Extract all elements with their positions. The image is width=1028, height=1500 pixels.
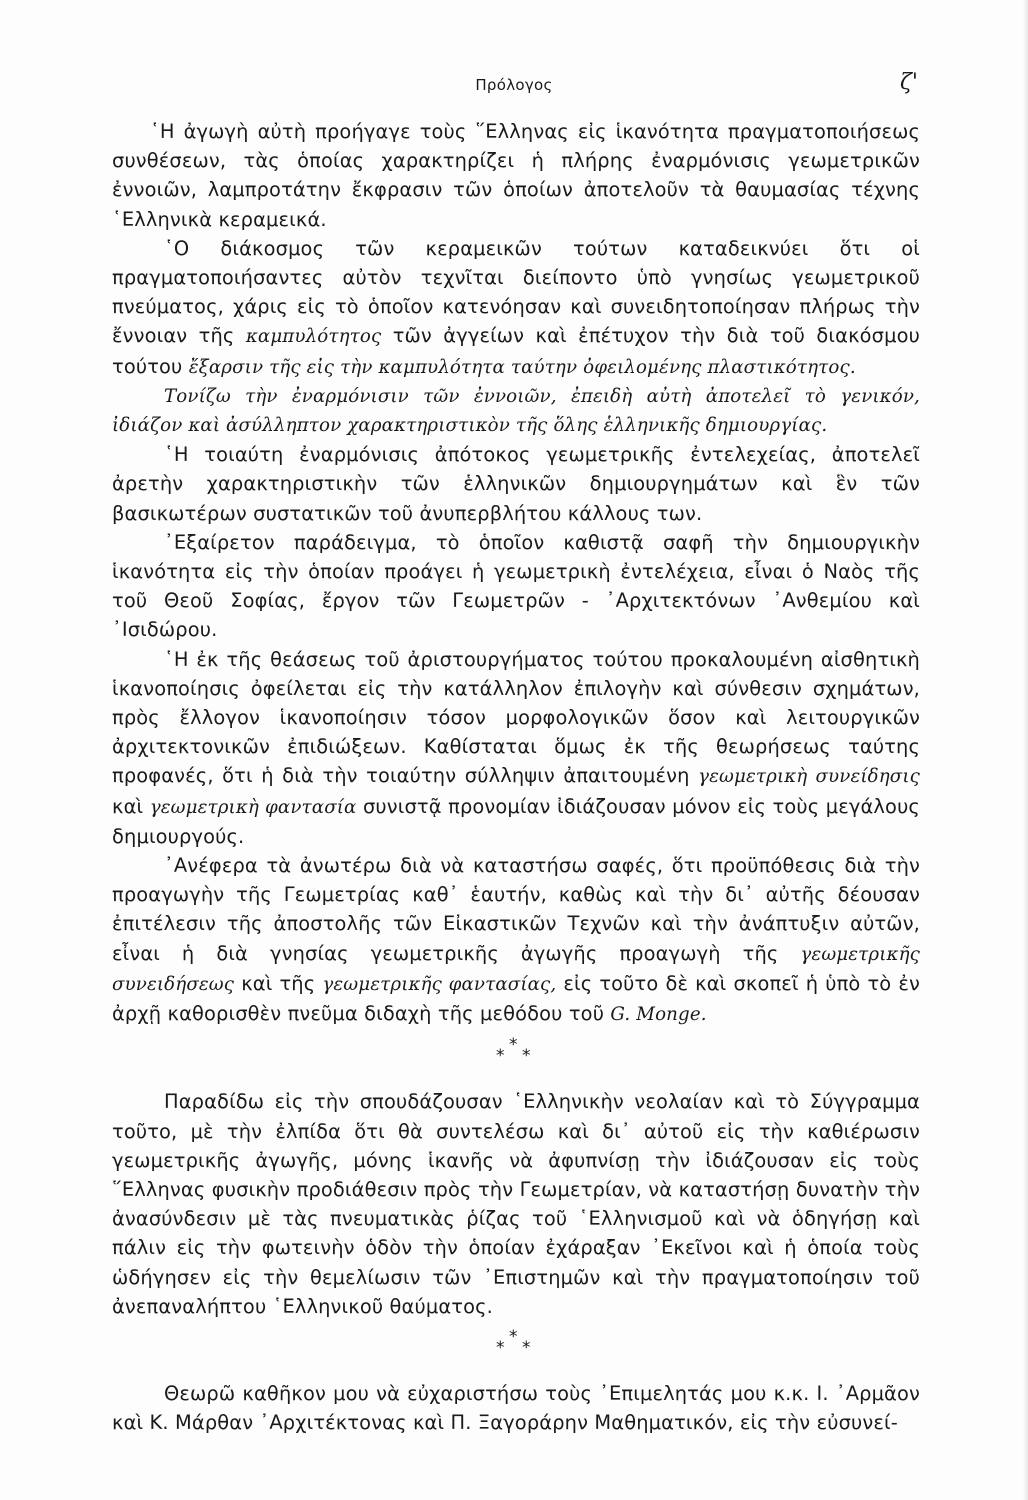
asterism-star: *: [522, 1046, 531, 1067]
paragraph-7: [112, 851, 920, 1029]
asterism-star: *: [496, 1046, 505, 1067]
running-title: Πρόλογος: [475, 76, 553, 94]
paragraph-8-text: Παραδίδω εἰς τὴν σπουδάζουσαν ῾Ελληνικὴν νεολαίαν καὶ τὸ Σύγγραμμα τοῦτο, μὲ τὴν ἐλπίδα ὅτι θὰ συντελέσω καὶ δι᾿ αὐτοῦ εἰς τὴν καθιέρωσιν γεωμετρικῆς ἀγωγῆς, μόνης ἱκανῆς νὰ ἀφυπνίσῃ τὴν ἰδιάζουσαν εἰς τοὺς ῞Ελληνας φυσικὴν προδιάθεσιν πρὸς τὴν Γεωμετρίαν, νὰ καταστήσῃ δυνατὴν τὴν ἀνασύνδεσιν μὲ τὰς πνευματικὰς ῥίζας τοῦ ῾Ελληνισμοῦ καὶ νὰ ὁδηγήσῃ καὶ πάλιν εἰς τὴν φωτεινὴν ὁδὸν τὴν ὁποίαν ἐχάραξαν ᾿Εκεῖνοι καὶ ἡ ὁποία τοὺς ὡδήγησεν εἰς τὴν θεμελίωσιν τῶν ᾿Επιστημῶν καὶ τὴν πραγματοποίησιν τοῦ ἀνεπαναλήπτου ῾Ελληνικοῦ θαύματος.: [112, 1090, 920, 1318]
paragraph-7-italic-c: G. Monge.: [610, 1004, 707, 1026]
paragraph-2-text: ῾Ο διάκοσμος τῶν κεραμεικῶν τούτων καταδεικνύει ὅτι οἱ πραγματοποιήσαντες αὐτὸν τεχνῖται διείποντο ὑπὸ γνησίως γεωμετρικοῦ πνεύματος, χάρις εἰς τὸ ὁποῖον κατενόησαν καὶ συνειδητοποίησαν πλήρως τὴν ἔννοιαν τῆς: [112, 236, 920, 348]
paragraph-5: [112, 528, 920, 645]
asterism-star: *: [509, 1326, 518, 1347]
paragraph-6-text-b: καὶ: [112, 794, 144, 818]
paragraph-4-text: ῾Η τοιαύτη ἐναρμόνισις ἀπότοκος γεωμετρικῆς ἐντελεχείας, ἀποτελεῖ ἀρετὴν χαρακτηριστικὴν τῶν ἑλληνικῶν δημιουργημάτων καὶ ἓν τῶν βασικωτέρων συστατικῶν τοῦ ἀνυπερβλήτου κάλλους των.: [112, 443, 920, 525]
asterism-star: *: [509, 1035, 518, 1056]
section-asterism-2: [112, 1325, 920, 1365]
page-edge-shadow: [1022, 0, 1028, 1500]
paragraph-5-text: ᾿Εξαίρετον παράδειγμα, τὸ ὁποῖον καθιστᾷ σαφῆ τὴν δημιουργικὴν ἱκανότητα εἰς τὴν ὁποίαν προάγει ἡ γεωμετρικὴ ἐντελέχεια, εἶναι ὁ Ναὸς τῆς τοῦ Θεοῦ Σοφίας, ἔργον τῶν Γεωμετρῶν - ᾿Αρχιτεκτόνων ᾿Ανθεμίου καὶ ᾿Ισιδώρου.: [112, 530, 920, 642]
paragraph-2-italic-b: ἔξαρσιν τῆς εἰς τὴν καμπυλότητα ταύτην ὀφειλομένης πλαστικότητος.: [188, 356, 856, 378]
paragraph-9: [112, 1379, 920, 1437]
paragraph-6-italic-b: γεωμετρικὴ φαντασία: [149, 796, 357, 818]
paragraph-7-text-b: καὶ τῆς: [241, 971, 316, 995]
paragraph-7-text-c: εἰς τοῦτο δὲ καὶ σκοπεῖ ἡ ὑπὸ τὸ ἐν ἀρχῇ καθορισθὲν πνεῦμα διδαχὴ τῆς μεθόδου τοῦ: [112, 971, 920, 1026]
paragraph-2: [112, 234, 920, 382]
paragraph-7-text: ᾿Ανέφερα τὰ ἀνωτέρω διὰ νὰ καταστήσω σαφές, ὅτι προϋπόθεσις διὰ τὴν προαγωγὴν τῆς Γεωμετρίας καθ᾿ ἑαυτήν, καθὼς καὶ τὴν δι᾿ αὐτῆς δέουσαν ἐπιτέλεσιν τῆς ἀποστολῆς τῶν Εἰκαστικῶν Τεχνῶν καὶ τὴν ἀνάπτυξιν αὐτῶν, εἶναι ἡ διὰ γνησίας γεωμετρικῆς ἀγωγῆς προαγωγὴ τῆς: [112, 854, 920, 965]
section-asterism-1: [112, 1033, 920, 1073]
paragraph-1-text: ῾Η ἀγωγὴ αὐτὴ προήγαγε τοὺς ῞Ελληνας εἰς ἱκανότητα πραγματοποιήσεως συνθέσεων, τὰς ὁποίας χαρακτηρίζει ἡ πλήρης ἐναρμόνισις γεωμετρικῶν ἐννοιῶν, λαμπροτάτην ἔκφρασιν τῶν ὁποίων ἀποτελοῦν τὰ θαυμασίας τέχνης ῾Ελληνικὰ κεραμεικά.: [112, 120, 920, 231]
paragraph-6-text-c: συνιστᾷ προνομίαν ἰδιάζουσαν μόνον εἰς τοὺς μεγάλους δημιουργούς.: [112, 794, 920, 848]
body-text: [112, 117, 920, 1437]
asterism-star: *: [522, 1337, 531, 1358]
paragraph-6: [112, 645, 920, 851]
paragraph-7-italic-a: γεωμετρικῆς συνειδήσεως: [112, 943, 920, 995]
paragraph-7-italic-b: γεωμετρικῆς φαντασίας,: [322, 973, 557, 995]
paragraph-4: [112, 440, 920, 528]
paragraph-3-text: Τονίζω τὴν ἐναρμόνισιν τῶν ἐννοιῶν, ἐπειδὴ αὐτὴ ἀποτελεῖ τὸ γενικόν, ἰδιάζον καὶ ἀσύλληπτον χαρακτηριστικὸν τῆς ὅλης ἑλληνικῆς δημιουργίας.: [112, 385, 920, 437]
asterism-star: *: [496, 1337, 505, 1358]
page-number: ζ': [900, 70, 918, 95]
paragraph-6-italic-a: γεωμετρικὴ συνείδησις: [698, 766, 920, 788]
paragraph-3: [112, 382, 920, 440]
paragraph-2-italic-a: καμπυλότητος: [245, 326, 382, 348]
paragraph-2-text-b: τῶν ἀγγείων καὶ ἐπέτυχον τὴν διὰ τοῦ διακόσμου τούτου: [112, 324, 920, 378]
paragraph-8: [112, 1087, 920, 1321]
paragraph-9-text: Θεωρῶ καθῆκον μου νὰ εὐχαριστήσω τοὺς ᾿Επιμελητάς μου κ.κ. Ι. ᾿Αρμᾶον καὶ Κ. Μάρθαν ᾿Αρχιτέκτονας καὶ Π. Ξαγοράρην Μαθηματικόν, εἰς τὴν εὐσυνεί-: [112, 1381, 920, 1435]
paragraph-1: [112, 117, 920, 234]
paragraph-6-text: ῾Η ἐκ τῆς θεάσεως τοῦ ἀριστουργήματος τούτου προκαλουμένη αἰσθητικὴ ἱκανοποίησις ὀφείλεται εἰς τὴν κατάλληλον ἐπιλογὴν καὶ σύνθεσιν σχημάτων, πρὸς ἔλλογον ἱκανοποίησιν τόσον μορφολογικῶν ὅσον καὶ λειτουργικῶν ἀρχιτεκτονικῶν ἐπιδιώξεων. Καθίσταται ὅμως ἐκ τῆς θεωρήσεως ταύτης προφανές, ὅτι ἡ διὰ τὴν τοιαύτην σύλληψιν ἀπαιτουμένη: [112, 647, 920, 788]
